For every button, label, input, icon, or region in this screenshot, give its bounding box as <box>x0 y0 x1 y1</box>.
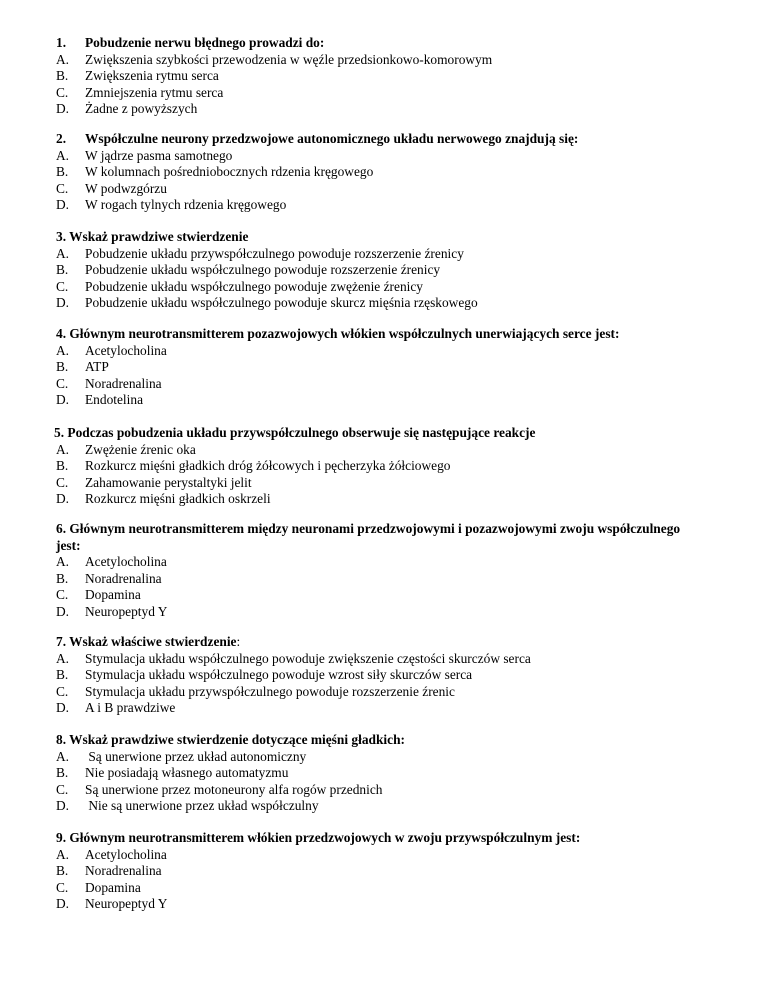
option-text: Pobudzenie układu współczulnego powoduje skurcz mięśnia rzęskowego <box>85 295 478 311</box>
question-title: 4. Głównym neurotransmitterem pozazwojowych włókien współczulnych unerwiających serce jest: <box>56 326 620 341</box>
option-text: Pobudzenie układu współczulnego powoduje zwężenie źrenicy <box>85 278 423 294</box>
answer-option-c <box>56 782 736 799</box>
option-text: Noradrenalina <box>85 375 162 391</box>
question-9 <box>56 830 736 913</box>
option-letter: D. <box>56 700 70 716</box>
option-text: Dopamina <box>85 587 141 603</box>
option-letter: C. <box>56 375 69 391</box>
option-letter: A. <box>56 846 70 862</box>
option-text: Pobudzenie układu współczulnego powoduje rozszerzenie źrenicy <box>85 262 441 278</box>
option-letter: B. <box>56 164 69 180</box>
answer-option-d <box>56 197 736 214</box>
question-number: 2. <box>56 131 67 146</box>
answer-option-d <box>54 491 734 508</box>
question-1 <box>56 35 736 118</box>
option-text: Stymulacja układu współczulnego powoduje zwiększenie częstości skurczów serca <box>85 650 531 666</box>
option-letter: C. <box>56 683 69 699</box>
option-text: Rozkurcz mięśni gładkich dróg żółcowych i pęcherzyka żółciowego <box>85 458 451 474</box>
option-text: Nie są unerwione przez układ współczulny <box>85 798 319 814</box>
option-text: Endotelina <box>85 392 144 408</box>
option-text: Neuropeptyd Y <box>85 603 168 619</box>
option-text: W podwzgórzu <box>85 180 167 196</box>
option-letter: C. <box>56 180 69 196</box>
answer-option-c <box>56 376 736 393</box>
option-letter: D. <box>56 896 70 912</box>
option-letter: D. <box>56 295 70 311</box>
answer-option-a <box>56 749 736 766</box>
answer-option-a <box>54 442 734 459</box>
option-letter: A. <box>56 441 70 457</box>
answer-option-b <box>56 765 736 782</box>
option-letter: B. <box>56 68 69 84</box>
answer-option-c <box>54 475 734 492</box>
answer-option-b <box>54 458 734 475</box>
option-letter: B. <box>56 262 69 278</box>
question-title: 5. Podczas pobudzenia układu przywspółczulnego obserwuje się następujące reakcje <box>54 425 536 440</box>
option-text: Są unerwione przez motoneurony alfa rogów przednich <box>85 781 383 797</box>
option-letter: B. <box>56 458 69 474</box>
option-letter: A. <box>56 748 70 764</box>
option-text: Dopamina <box>85 879 141 895</box>
option-text: Żadne z powyższych <box>85 101 198 117</box>
option-text: Stymulacja układu współczulnego powoduje wzrost siły skurczów serca <box>85 667 473 683</box>
answer-option-a <box>56 52 736 69</box>
option-letter: C. <box>56 781 69 797</box>
option-letter: A. <box>56 342 70 358</box>
option-text: Rozkurcz mięśni gładkich oskrzeli <box>85 491 271 507</box>
option-letter: D. <box>56 603 70 619</box>
answer-option-c <box>56 85 736 102</box>
option-letter: A. <box>56 650 70 666</box>
option-text: W jądrze pasma samotnego <box>85 147 233 163</box>
option-letter: A. <box>56 245 70 261</box>
option-letter: D. <box>56 798 70 814</box>
option-text: Noradrenalina <box>85 863 162 879</box>
answer-option-b <box>56 164 736 181</box>
option-text: A i B prawdziwe <box>85 700 176 716</box>
option-letter: A. <box>56 51 70 67</box>
answer-option-a <box>56 651 736 668</box>
option-text: Zwężenie źrenic oka <box>85 441 196 457</box>
option-letter: A. <box>56 147 70 163</box>
question-title <box>56 131 736 148</box>
question-4 <box>56 326 736 409</box>
question-title: 8. Wskaż prawdziwe stwierdzenie dotyczące mięśni gładkich: <box>56 732 405 747</box>
option-letter: B. <box>56 667 69 683</box>
question-text: Współczulne neurony przedzwojowe autonomicznego układu nerwowego znajdują się: <box>85 131 579 146</box>
answer-option-d <box>56 896 736 913</box>
question-6 <box>56 521 696 621</box>
question-title: 9. Głównym neurotransmitterem włókien przedzwojowych w zwoju przywspółczulnym jest: <box>56 830 581 845</box>
question-title <box>56 634 736 651</box>
option-letter: A. <box>56 554 70 570</box>
option-text: Zmniejszenia rytmu serca <box>85 84 224 100</box>
option-letter: C. <box>56 84 69 100</box>
answer-option-b <box>56 571 696 588</box>
option-letter: C. <box>56 879 69 895</box>
option-text: Acetylocholina <box>85 342 167 358</box>
option-text: ATP <box>85 359 109 375</box>
option-text: Noradrenalina <box>85 570 162 586</box>
question-number: 1. <box>56 35 67 50</box>
option-text: Acetylocholina <box>85 846 167 862</box>
answer-option-c <box>56 587 696 604</box>
answer-option-b <box>56 68 736 85</box>
answer-option-a <box>56 148 736 165</box>
answer-option-c <box>56 279 736 296</box>
question-title: 3. Wskaż prawdziwe stwierdzenie <box>56 229 249 244</box>
option-letter: B. <box>56 863 69 879</box>
question-text: 7. Wskaż właściwe stwierdzenie <box>56 634 237 649</box>
option-text: Zwiększenia rytmu serca <box>85 68 219 84</box>
option-text: Pobudzenie układu przywspółczulnego powoduje rozszerzenie źrenicy <box>85 245 464 261</box>
option-letter: C. <box>56 587 69 603</box>
question-title-tail: : <box>236 634 241 649</box>
answer-option-c <box>56 880 736 897</box>
option-text: Stymulacja układu przywspółczulnego powoduje rozszerzenie źrenic <box>85 683 455 699</box>
option-letter: B. <box>56 570 69 586</box>
answer-option-b <box>56 262 736 279</box>
question-8 <box>56 732 736 815</box>
option-letter: C. <box>56 474 69 490</box>
question-text: Pobudzenie nerwu błędnego prowadzi do: <box>85 35 325 50</box>
question-title: 6. Głównym neurotransmitterem między neuronami przedzwojowymi i pozazwojowymi zwoju współczulnego jest: <box>56 521 681 553</box>
answer-option-d <box>56 700 736 717</box>
question-3 <box>56 229 736 312</box>
option-letter: B. <box>56 359 69 375</box>
question-5 <box>54 425 734 508</box>
option-letter: D. <box>56 101 70 117</box>
answer-option-d <box>56 604 696 621</box>
answer-option-d <box>56 101 736 118</box>
option-text: Zwiększenia szybkości przewodzenia w węźle przedsionkowo-komorowym <box>85 51 493 67</box>
answer-option-a <box>56 343 736 360</box>
answer-option-b <box>56 359 736 376</box>
answer-option-a <box>56 847 736 864</box>
answer-option-b <box>56 863 736 880</box>
answer-option-b <box>56 667 736 684</box>
answer-option-c <box>56 684 736 701</box>
question-2 <box>56 131 736 214</box>
answer-option-a <box>56 554 696 571</box>
option-text: W rogach tylnych rdzenia kręgowego <box>85 197 287 213</box>
option-text: W kolumnach pośredniobocznych rdzenia kręgowego <box>85 164 374 180</box>
answer-option-c <box>56 181 736 198</box>
option-text: Zahamowanie perystaltyki jelit <box>85 474 252 490</box>
option-letter: D. <box>56 197 70 213</box>
option-letter: D. <box>56 491 70 507</box>
option-text: Acetylocholina <box>85 554 167 570</box>
question-title <box>56 35 736 52</box>
option-letter: D. <box>56 392 70 408</box>
option-text: Neuropeptyd Y <box>85 896 168 912</box>
option-letter: B. <box>56 765 69 781</box>
option-letter: C. <box>56 278 69 294</box>
option-text: Nie posiadają własnego automatyzmu <box>85 765 289 781</box>
question-7 <box>56 634 736 717</box>
answer-option-d <box>56 392 736 409</box>
answer-option-d <box>56 798 736 815</box>
answer-option-d <box>56 295 736 312</box>
answer-option-a <box>56 246 736 263</box>
option-text: Są unerwione przez układ autonomiczny <box>85 748 307 764</box>
